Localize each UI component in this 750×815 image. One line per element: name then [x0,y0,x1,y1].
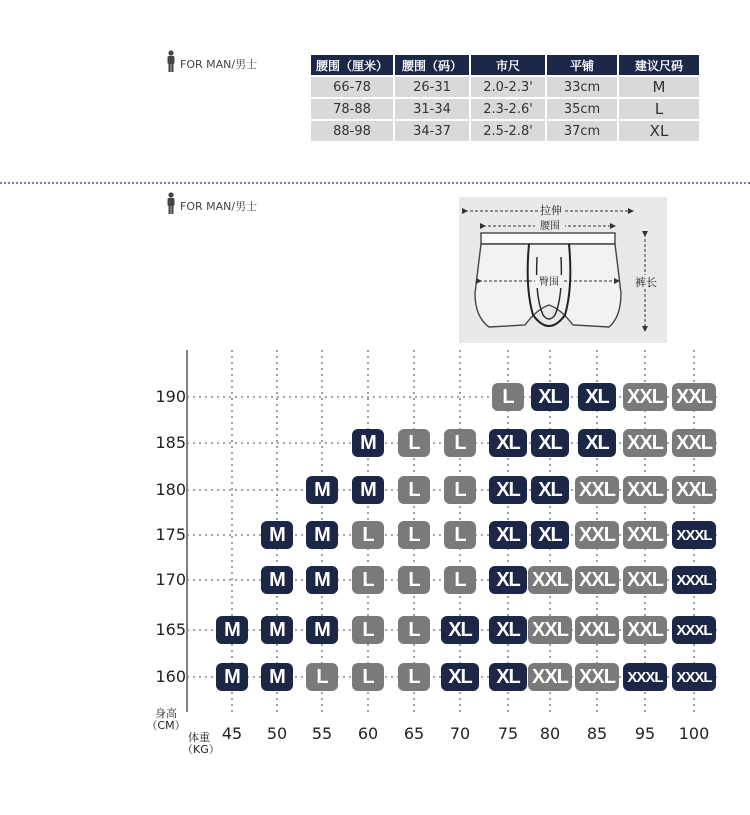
table-cell: 78-88 [311,99,393,119]
x-tick-label: 50 [266,724,288,743]
size-badge: XXL [672,383,716,411]
x-axis-title: 体重（KG） [182,731,220,756]
waist-label: 腰围 [540,221,560,232]
table-cell: XL [619,121,699,141]
size-badge: XXXL [623,663,667,691]
stretch-label: 拉伸 [540,204,562,217]
size-badge: XXL [528,663,572,691]
size-badge: XL [531,521,569,549]
size-badge: L [352,521,384,549]
size-badge: XL [531,476,569,504]
size-badge: XXL [623,429,667,457]
size-badge: XL [489,521,527,549]
size-badge: L [398,663,430,691]
size-badge: XL [489,429,527,457]
x-tick-label: 55 [311,724,333,743]
size-badge: L [398,521,430,549]
hip-label: 臀围 [539,277,559,288]
x-tick-label: 45 [221,724,243,743]
col-recommended-size: 建议尺码 [619,55,699,75]
y-tick-label: 185 [155,433,186,452]
y-tick-label: 165 [155,620,186,639]
size-badge: L [492,383,524,411]
col-waist-cm: 腰围（厘米） [311,55,393,75]
size-badge: M [261,566,293,594]
size-badge: XXL [623,383,667,411]
for-man-text: FOR MAN/男士 [180,58,258,71]
size-badge: XL [489,616,527,644]
size-badge: XL [441,616,479,644]
size-badge: XL [578,429,616,457]
size-badge: L [352,663,384,691]
size-badge: L [398,566,430,594]
size-badge: M [216,663,248,691]
size-badge: M [261,616,293,644]
y-tick-label: 190 [155,387,186,406]
y-tick-label: 170 [155,570,186,589]
x-tick-label: 95 [634,724,656,743]
size-badge: XL [531,429,569,457]
col-chinese-ruler: 市尺 [471,55,545,75]
table-cell: 31-34 [395,99,469,119]
size-badge: L [306,663,338,691]
size-badge: L [398,429,430,457]
length-label: 裤长 [635,276,657,289]
table-cell: 26-31 [395,77,469,97]
size-badge: XXXL [672,521,716,549]
size-badge: M [352,476,384,504]
size-badge: XXL [623,566,667,594]
size-badge: M [261,663,293,691]
size-badge: M [352,429,384,457]
col-waist-inch: 腰围（码） [395,55,469,75]
size-badge: M [306,616,338,644]
size-badge: M [306,566,338,594]
table-cell: M [619,77,699,97]
x-tick-label: 75 [497,724,519,743]
size-badge: XXL [623,616,667,644]
table-cell: 2.3-2.6' [471,99,545,119]
size-badge: XXL [575,616,619,644]
size-badge: XXXL [672,616,716,644]
size-badge: XXL [528,616,572,644]
size-badge: L [352,616,384,644]
y-tick-label: 180 [155,480,186,499]
size-badge: XXL [575,566,619,594]
size-badge: XXL [623,476,667,504]
size-badge: XXL [575,521,619,549]
table-cell: 2.5-2.8' [471,121,545,141]
size-badge: L [398,616,430,644]
size-badge: L [444,566,476,594]
table-cell: 33cm [547,77,617,97]
x-tick-label: 80 [539,724,561,743]
y-tick-label: 175 [155,525,186,544]
table-cell: 88-98 [311,121,393,141]
size-badge: XXL [672,429,716,457]
size-badge: L [444,521,476,549]
x-tick-label: 70 [449,724,471,743]
table-cell: 34-37 [395,121,469,141]
size-badge: XXL [575,663,619,691]
y-tick-label: 160 [155,667,186,686]
size-badge: L [444,476,476,504]
x-tick-label: 85 [586,724,608,743]
table-cell: 2.0-2.3' [471,77,545,97]
size-badge: XL [489,566,527,594]
size-badge: XL [441,663,479,691]
table-cell: 35cm [547,99,617,119]
y-axis-title: 身高（CM） [146,707,186,732]
size-badge: XXL [528,566,572,594]
size-badge: XL [531,383,569,411]
size-badge: XXXL [672,663,716,691]
x-tick-label: 65 [403,724,425,743]
size-badge: M [306,521,338,549]
size-badge: XL [489,476,527,504]
size-badge: XXL [575,476,619,504]
size-badge: M [216,616,248,644]
x-tick-label: 60 [357,724,379,743]
size-badge: M [261,521,293,549]
size-badge: XXL [672,476,716,504]
size-badge: L [398,476,430,504]
for-man-text: FOR MAN/男士 [180,200,258,213]
size-badge: XL [489,663,527,691]
size-badge: XXL [623,521,667,549]
size-badge: L [352,566,384,594]
size-badge: L [444,429,476,457]
table-cell: L [619,99,699,119]
table-cell: 66-78 [311,77,393,97]
size-badge: M [306,476,338,504]
size-badge: XXXL [672,566,716,594]
col-flat-width: 平铺 [547,55,617,75]
table-cell: 37cm [547,121,617,141]
size-badge: XL [578,383,616,411]
x-tick-label: 100 [678,724,710,743]
